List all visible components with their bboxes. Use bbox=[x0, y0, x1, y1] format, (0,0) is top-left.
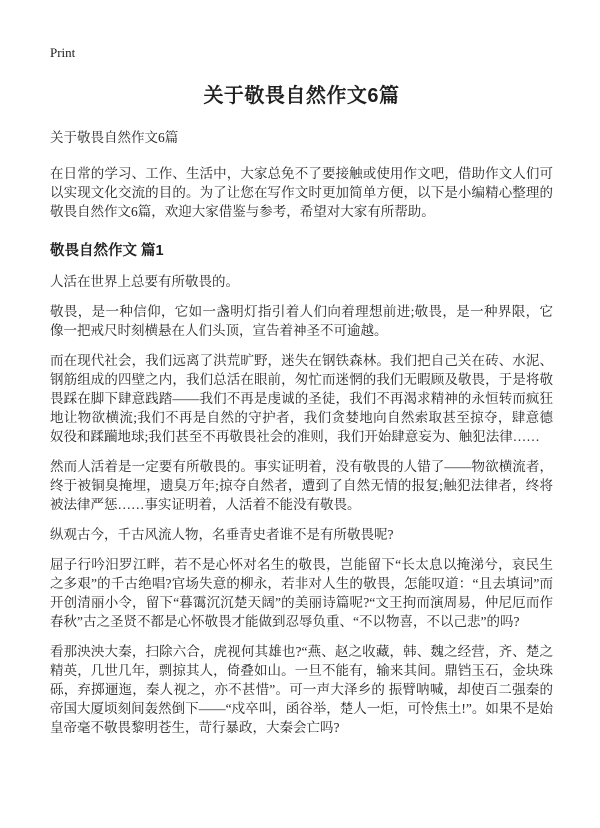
paragraph-5: 纵观古今，千古风流人物，名垂青史者谁不是有所敬畏呢? bbox=[50, 527, 394, 542]
article-subtitle: 关于敬畏自然作文6篇 bbox=[50, 130, 179, 145]
intro-paragraph: 在日常的学习、工作、生活中，大家总免不了要接触或使用作文吧，借助作文人们可以实现文化交流的目的。为了让您在写作文时更加简单方便，以下是小编精心整理的敬畏自然作文6篇，欢迎大家借鉴与参考，希望对大家有所帮助。 bbox=[50, 166, 553, 219]
section-heading: 敬畏自然作文 篇1 bbox=[50, 243, 164, 259]
paragraph-7: 看那泱泱大秦，扫除六合，虎视何其雄也?“燕、赵之收藏，韩、魏之经营，齐、楚之精英，几世几年，剽掠其人，倚叠如山。一旦不能有，输来其间。鼎铛玉石，金块珠砾，弃掷逦迤，秦人视之，亦不甚惜”。可一声大泽乡的 振臂呐喊，却使百二强秦的帝国大厦顷刻间轰然倒下——“戍卒叫，函谷举，楚人一炬，可怜焦土!”。如果不是始皇帝毫不敬畏黎明苍生，苛行暴政，大秦会亡吗? bbox=[50, 644, 553, 735]
paragraph-2: 敬畏，是一种信仰，它如一盏明灯指引着人们向着理想前进;敬畏，是一种界限，它像一把戒尺时刻横悬在人们头顶，宣告着神圣不可逾越。 bbox=[50, 304, 553, 338]
paragraph-1: 人活在世界上总要有所敬畏的。 bbox=[50, 274, 239, 289]
paragraph-6: 屈子行吟汨罗江畔，若不是心怀对名生的敬畏，岂能留下“长太息以掩涕兮，哀民生之多艰”的千古绝唱?官场失意的柳永，若非对人生的敬畏，怎能叹道：“且去填词”而开创清丽小令，留下“暮霭沉沉楚天阔”的美丽诗篇呢?“文王拘而演周易，仲尼厄而作春秋”古之圣贤不都是心怀敬畏才能做到忍辱负重、“不以物喜，不以己悲”的吗? bbox=[50, 557, 553, 629]
print-link[interactable]: Print bbox=[50, 45, 76, 60]
article-title: 关于敬畏自然作文6篇 bbox=[203, 85, 400, 107]
paragraph-3: 而在现代社会，我们远离了洪荒旷野，迷失在钢铁森林。我们把自己关在砖、水泥、钢筋组成的四壁之内，我们总活在眼前，匆忙而迷惘的我们无暇顾及敬畏，于是将敬畏踩在脚下肆意践踏——我们不再是虔诚的圣徒，我们不再渴求精神的永恒转而疯狂地让物欲横流;我们不再是自然的守护者，我们贪婪地向自然索取甚至掠夺，肆意德奴役和蹂躏地球;我们甚至不再敬畏社会的准则，我们开始肆意妄为、触犯法律…… bbox=[50, 353, 553, 444]
paragraph-4: 然而人活着是一定要有所敬畏的。事实证明着，没有敬畏的人错了——物欲横流者，终于被铜臭掩埋，遗臭万年;掠夺自然者，遭到了自然无情的报复;触犯法律者，终将被法律严惩……事实证明着，人活着不能没有敬畏。 bbox=[50, 459, 553, 512]
